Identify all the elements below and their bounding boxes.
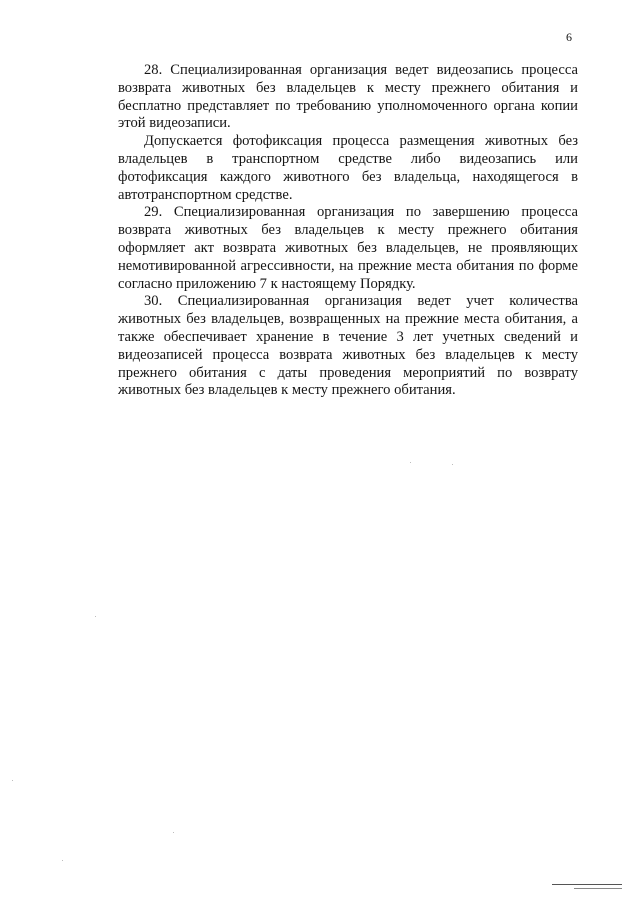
scan-speck — [173, 832, 174, 833]
paragraph-29: 29. Специализированная организация по завершению процесса возврата животных без владельцев к месту прежнего обитания оформляет акт возврата животных без владельцев, не проявляющих немотивированной агрессивности, на прежние места обитания по форме согласно приложению 7 к настоящему Порядку. — [118, 204, 578, 292]
paragraph-30: 30. Специализированная организация ведет учет количества животных без владельцев, возвращенных на прежние места обитания, а также обеспечивает хранение в течение 3 лет учетных сведений и видеозаписей процесса возврата животных без владельцев к месту прежнего обитания с даты проведения мероприятий по возврату животных без владельцев к месту прежнего обитания. — [118, 293, 578, 399]
paragraph-28: 28. Специализированная организация ведет видеозапись процесса возврата животных без владельцев к месту прежнего обитания и бесплатно представляет по требованию уполномоченного органа копии этой видеозаписи. — [118, 62, 578, 132]
document-body — [118, 62, 578, 400]
corner-scan-line — [552, 884, 622, 885]
scan-speck — [452, 464, 453, 465]
scan-speck — [410, 462, 411, 463]
paragraph-photo-fixation: Допускается фотофиксация процесса размещения животных без владельцев в транспортном средстве либо видеозапись или фотофиксация каждого животного без владельца, находящегося в автотранспортном средстве. — [118, 133, 578, 203]
scan-speck — [95, 616, 96, 617]
page-number: 6 — [566, 30, 572, 44]
scan-speck — [62, 860, 63, 861]
scan-speck — [12, 780, 13, 781]
corner-scan-line — [574, 888, 622, 889]
